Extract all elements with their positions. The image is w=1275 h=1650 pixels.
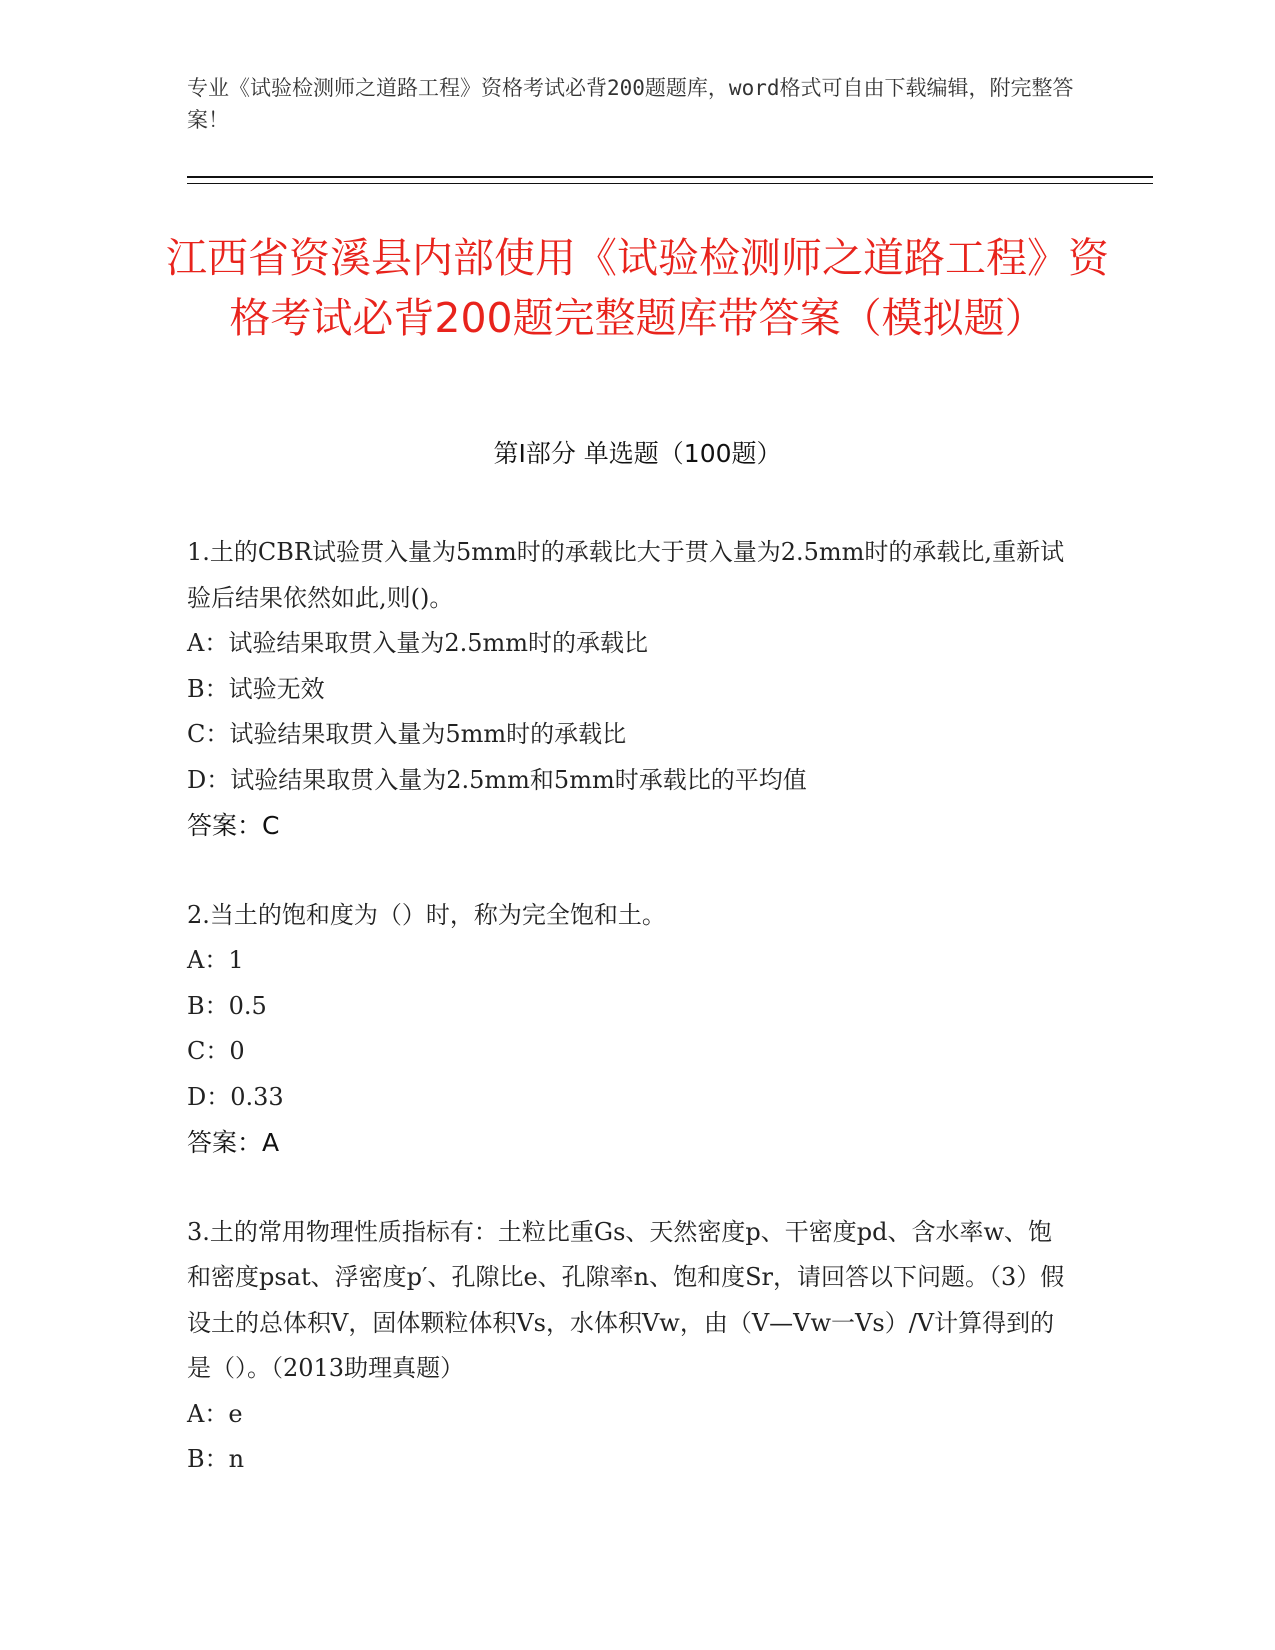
question-stem: 3.土的常用物理性质指标有：土粒比重Gs、天然密度p、干密度pd、含水率w、饱和密度psat、浮密度p′、孔隙比e、孔隙率n、饱和度Sr，请回答以下问题。（3）假设土的总体积V，固体颗粒体积Vs，水体积Vw，由（V—Vw一Vs）/V计算得到的是（）。（2013助理真题）	[187, 1217, 1065, 1382]
section-title: 第Ⅰ部分 单选题（100题）	[493, 439, 782, 468]
option-d: D：试验结果取贯入量为2.5mm和5mm时承载比的平均值	[187, 765, 807, 794]
option-d: D：0.33	[187, 1082, 284, 1111]
option-b: B：0.5	[187, 991, 267, 1020]
question-list	[187, 530, 1067, 1527]
answer-label: 答案：C	[187, 811, 280, 840]
answer-label: 答案：A	[187, 1128, 280, 1157]
option-c: C：0	[187, 1037, 245, 1065]
question-stem: 1.土的CBR试验贯入量为5mm时的承载比大于贯入量为2.5mm时的承载比,重新试验后结果依然如此,则()。	[187, 538, 1065, 612]
question-3	[187, 1210, 1067, 1483]
header-note: 专业《试验检测师之道路工程》资格考试必背200题题库，word格式可自由下载编辑，附完整答案！	[187, 76, 1074, 132]
question-stem: 2.当土的饱和度为（）时，称为完全饱和土。	[187, 900, 666, 929]
option-a: A：e	[187, 1399, 243, 1428]
document-title: 江西省资溪县内部使用《试验检测师之道路工程》资格考试必背200题完整题库带答案（模拟题）	[166, 234, 1109, 342]
header-divider	[187, 176, 1153, 184]
option-c: C：试验结果取贯入量为5mm时的承载比	[187, 720, 627, 748]
question-2	[187, 893, 1067, 1166]
option-b: B：试验无效	[187, 674, 325, 703]
question-1	[187, 530, 1067, 849]
option-a: A：1	[187, 946, 244, 974]
option-b: B：n	[187, 1445, 245, 1473]
option-a: A：试验结果取贯入量为2.5mm时的承载比	[187, 629, 649, 657]
